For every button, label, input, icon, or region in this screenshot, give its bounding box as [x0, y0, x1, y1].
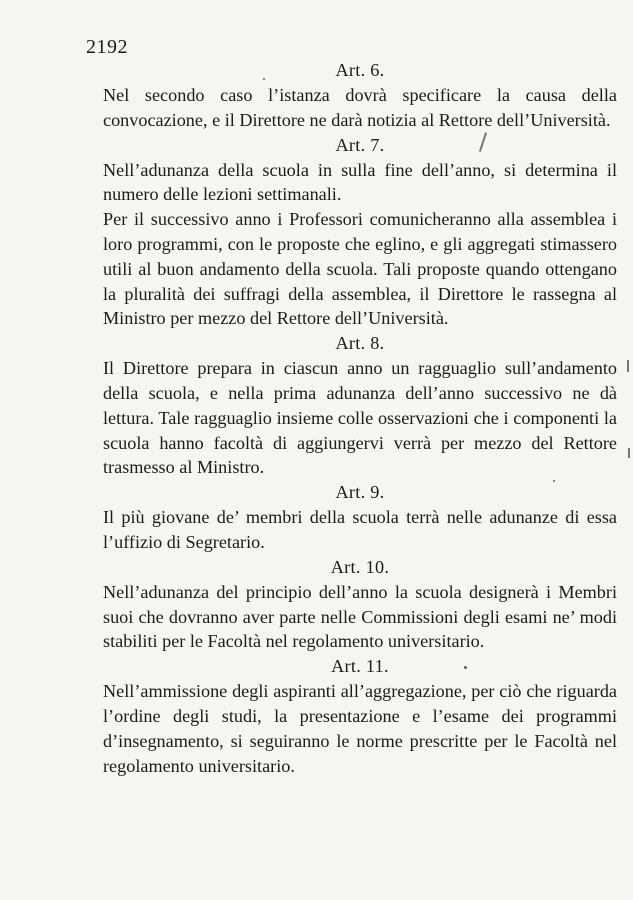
article-heading: Art. 8. [335, 333, 385, 354]
article-heading: Art. 6. [335, 60, 385, 80]
article-9 [103, 480, 617, 555]
article-10 [103, 555, 617, 654]
article-paragraph: Nell’ammissione degli aspiranti all’aggregazione, per ciò che riguarda l’ordine degli studi, la presentazione e l’esame dei programmi d’insegnamento, si seguiranno le norme prescritte per le Facoltà nel regolamento universitario. [103, 681, 617, 776]
article-paragraph: Il Direttore prepara in ciascun anno un ragguaglio sull’andamento della scuola, e nella prima adunanza dell’anno successivo ne dà lettura. Tale ragguaglio insieme colle osservazioni che i componenti la scuola hanno facoltà di aggiungervi verrà per mezzo del Rettore trasmesso al Ministro. [103, 358, 617, 478]
scan-speck [263, 78, 265, 80]
article-paragraph: Per il successivo anno i Professori comunicheranno alla assemblea i loro programmi, con le proposte che eglino, e gli aggregati stimassero utili al buon andamento della scuola. Tali proposte quando ottengano la pluralità dei suffragi della assemblea, il Direttore le rassegna al Ministro per mezzo del Rettore dell’Università. [103, 209, 617, 329]
article-6 [103, 58, 617, 133]
article-paragraph: Il più giovane de’ membri della scuola terrà nelle adunanze di essa l’uffizio di Segretario. [103, 507, 617, 552]
scan-speck [628, 448, 630, 458]
article-11 [103, 654, 617, 778]
article-paragraph: Nel secondo caso l’istanza dovrà specificare la causa della convocazione, e il Direttore ne darà notizia al Rettore dell’Università. [103, 85, 617, 130]
page-number: 2192 [86, 36, 128, 58]
article-heading: Art. 10. [330, 556, 390, 577]
scan-speck [627, 360, 629, 372]
scan-speck [464, 666, 467, 669]
page-body [103, 58, 617, 778]
scan-speck [553, 480, 555, 482]
article-heading: Art. 9. [335, 482, 385, 503]
article-paragraph: Nell’adunanza della scuola in sulla fine dell’anno, si determina il numero delle lezioni settimanali. [103, 159, 617, 205]
article-paragraph: Nell’adunanza del principio dell’anno la scuola designerà i Membri suoi che dovranno aver parte nelle Commissioni degli esami ne’ modi stabiliti per le Facoltà nel regolamento universitario. [103, 581, 617, 652]
article-heading: Art. 11. [331, 656, 389, 677]
article-heading: Art. 7. [335, 134, 385, 155]
article-7 [103, 133, 617, 332]
article-8 [103, 331, 617, 480]
